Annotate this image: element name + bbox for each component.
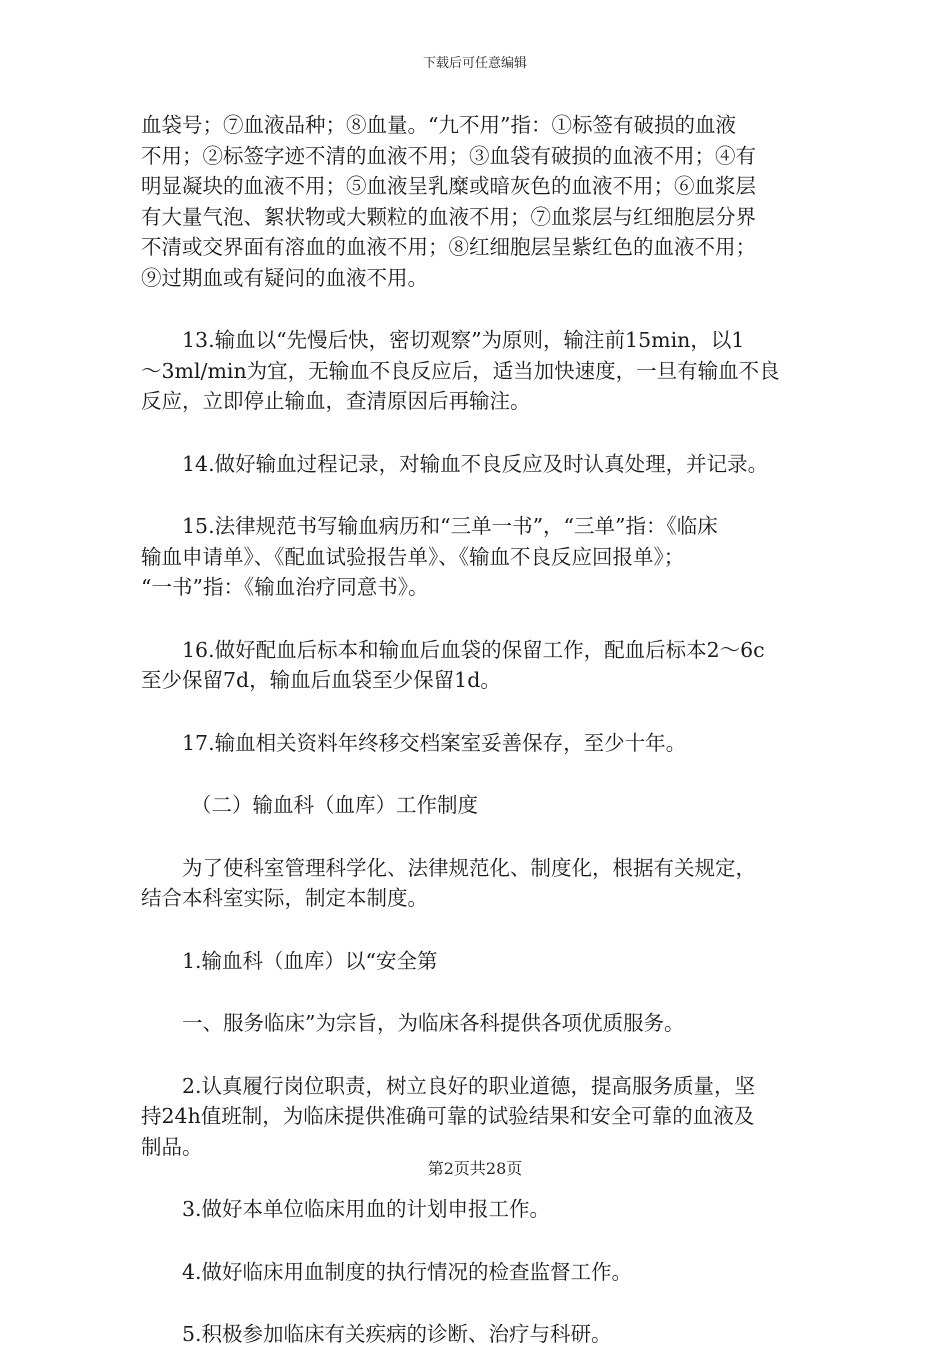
paragraph <box>141 728 809 759</box>
paragraph <box>141 1008 809 1039</box>
paragraph-spacing <box>141 417 809 449</box>
paragraph-spacing <box>141 293 809 325</box>
paragraph-line: 13.输血以“先慢后快，密切观察”为原则，输注前15min，以1 <box>182 328 745 352</box>
paragraph <box>141 1319 809 1350</box>
paragraph-spacing <box>141 821 809 853</box>
paragraph-line: 16.做好配血后标本和输血后血袋的保留工作，配血后标本2～6c <box>182 637 765 662</box>
paragraph-spacing <box>141 1039 809 1071</box>
paragraph-line: “一书”指：《输血治疗同意书》。 <box>141 575 429 599</box>
paragraph-line: 17.输血相关资料年终移交档案室妥善保存，至少十年。 <box>182 730 687 755</box>
paragraph-line: 持24h值班制，为临床提供准确可靠的试验结果和安全可靠的血液及 <box>141 1104 755 1128</box>
paragraph <box>141 853 809 914</box>
paragraph-line: （二）输血科（血库）工作制度 <box>191 793 478 817</box>
paragraph <box>141 946 809 977</box>
paragraph-line: 明显凝块的血液不用；⑤血液呈乳糜或暗灰色的血液不用；⑥血浆层 <box>141 174 756 198</box>
paragraph <box>141 1194 809 1225</box>
paragraph-line: 一、服务临床”为宗旨，为临床各科提供各项优质服务。 <box>182 1011 685 1035</box>
paragraph-line: ⑨过期血或有疑问的血液不用。 <box>141 265 428 290</box>
paragraph-line: 血袋号；⑦血液品种；⑧血量。“九不用”指：①标签有破损的血液 <box>141 113 736 137</box>
paragraph-line: 5.积极参加临床有关疾病的诊断、治疗与科研。 <box>182 1322 612 1346</box>
paragraph-spacing <box>141 914 809 946</box>
paragraph <box>141 325 809 417</box>
paragraph-line: 1.输血科（血库）以“安全第 <box>182 948 438 973</box>
paragraph-spacing <box>141 976 809 1008</box>
paragraph-line: 结合本科室实际，制定本制度。 <box>141 886 428 910</box>
paragraph-spacing <box>141 603 809 635</box>
paragraph-line: 2.认真履行岗位职责，树立良好的职业道德，提高服务质量，坚 <box>182 1073 756 1098</box>
paragraph-line: 不清或交界面有溶血的血液不用；⑧红细胞层呈紫红色的血液不用； <box>141 235 756 259</box>
paragraph-line: 至少保留7d，输血后血袋至少保留1d。 <box>141 668 501 692</box>
paragraph <box>141 449 809 480</box>
paragraph-line: 14.做好输血过程记录，对输血不良反应及时认真处理，并记录。 <box>182 451 769 476</box>
paragraph <box>141 1071 809 1163</box>
paragraph-spacing <box>141 758 809 790</box>
paragraph-line: 输血申请单》、《配血试验报告单》、《输血不良反应回报单》； <box>141 544 685 569</box>
page-header: 下载后可任意编辑 <box>422 56 527 71</box>
paragraph-line: 反应，立即停止输血，查清原因后再输注。 <box>141 389 531 413</box>
page-number: 第2页共28页 <box>427 1159 523 1178</box>
paragraph-line: ～3ml/min为宜，无输血不良反应后，适当加快速度，一旦有输血不良 <box>141 358 780 383</box>
paragraph-line: 3.做好本单位临床用血的计划申报工作。 <box>182 1197 551 1221</box>
paragraph <box>141 790 809 821</box>
paragraph-spacing <box>141 479 809 511</box>
paragraph <box>141 635 809 696</box>
paragraph-spacing <box>141 1225 809 1257</box>
paragraph <box>141 511 809 603</box>
paragraph-line: 15.法律规范书写输血病历和“三单一书”，“三单”指：《临床 <box>182 514 718 538</box>
paragraph-line: 不用；②标签字迹不清的血液不用；③血袋有破损的血液不用；④有 <box>141 143 756 168</box>
paragraph-line: 有大量气泡、絮状物或大颗粒的血液不用；⑦血浆层与红细胞层分界 <box>141 204 756 229</box>
paragraph-line: 4.做好临床用血制度的执行情况的检查监督工作。 <box>182 1259 633 1284</box>
paragraph <box>141 110 809 293</box>
paragraph-spacing <box>141 1287 809 1319</box>
paragraph-line: 为了使科室管理科学化、法律规范化、制度化，根据有关规定， <box>182 855 756 880</box>
paragraph-line: 制品。 <box>141 1134 203 1159</box>
paragraph-spacing <box>141 696 809 728</box>
paragraph <box>141 1257 809 1288</box>
